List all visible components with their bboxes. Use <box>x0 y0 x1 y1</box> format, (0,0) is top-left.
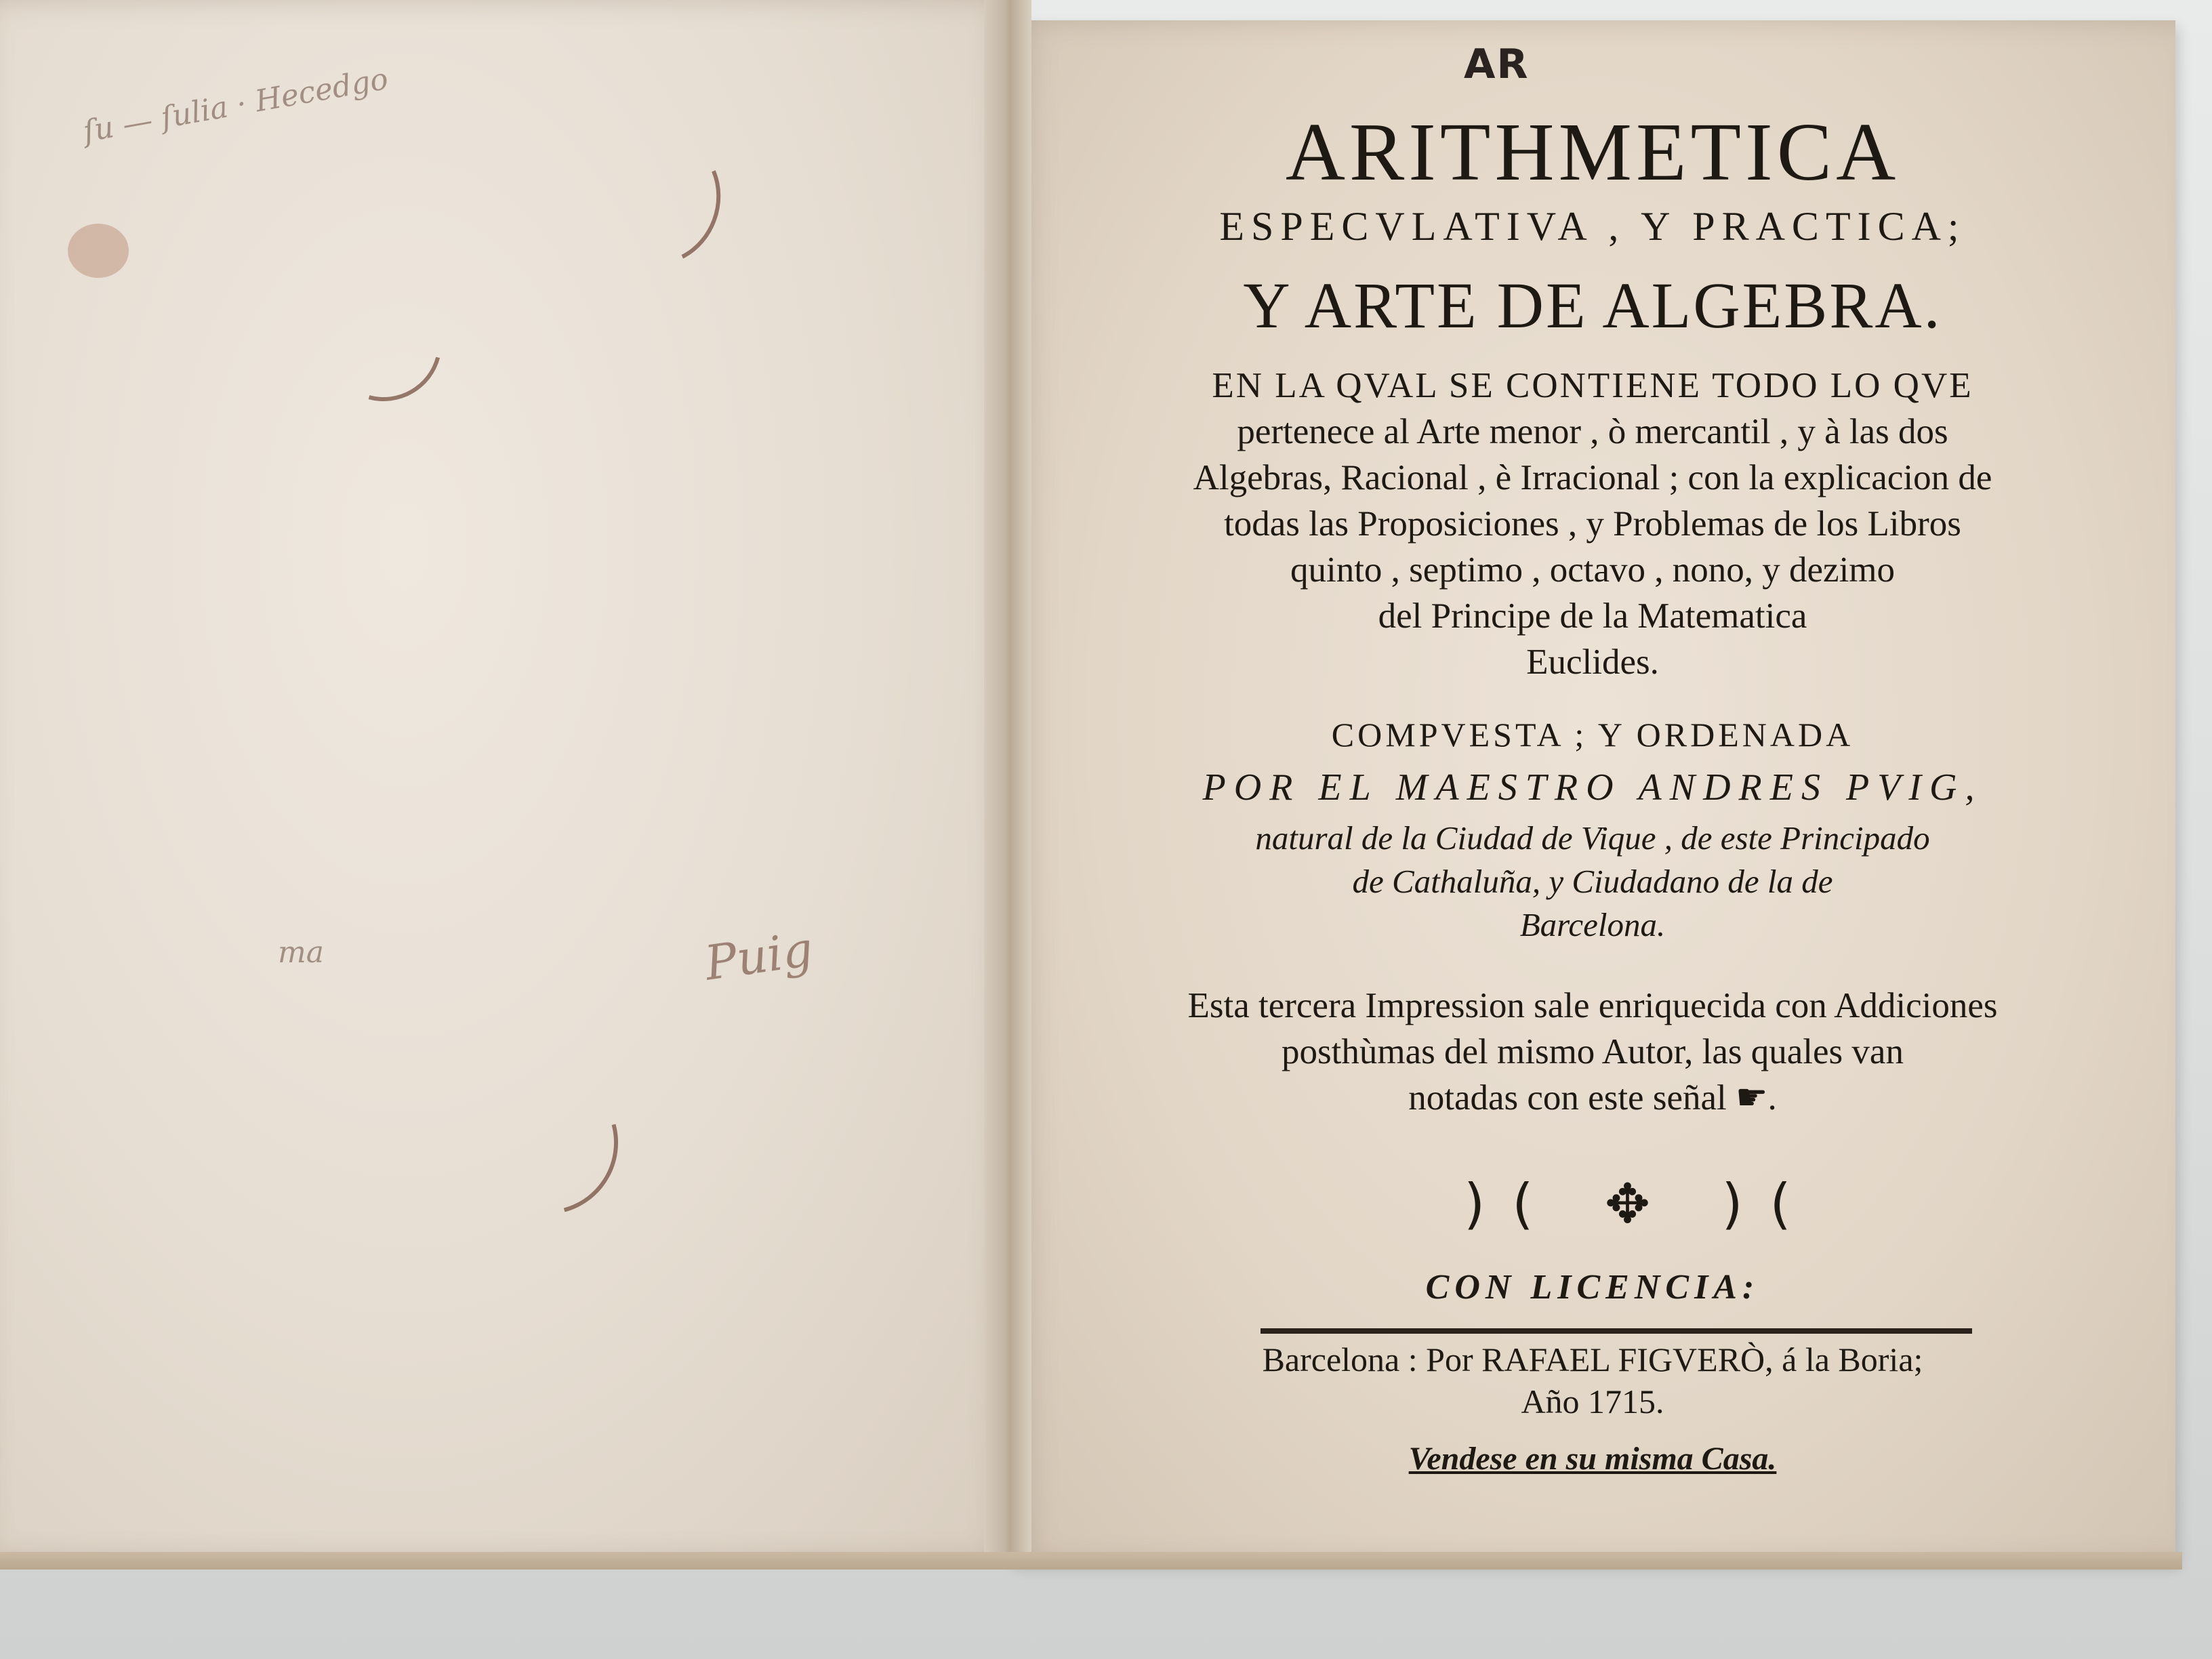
edition-line: Esta tercera Impression sale enriquecida con Addiciones <box>1187 986 1998 1025</box>
ink-flourish <box>448 1044 644 1241</box>
origin-line: Barcelona. <box>1519 906 1666 943</box>
edition-line: posthùmas del mismo Autor, las quales van <box>1282 1032 1904 1071</box>
ink-flourish <box>304 264 464 423</box>
origin-line: natural de la Ciudad de Vique , de este Principado <box>1255 819 1930 857</box>
body-line: Euclides. <box>1526 642 1659 682</box>
imprint-rule <box>1261 1328 1972 1334</box>
foxing-stain <box>68 224 129 278</box>
faded-inscription: ſu — ſulia · Hecedgo <box>81 61 391 150</box>
imprint-line: Barcelona : Por RAFAEL FIGVERÒ, á la Boria; <box>1262 1340 1923 1378</box>
subtitle: ESPECVLATIVA , Y PRACTICA; <box>1219 204 1966 249</box>
body-line: quinto , septimo , octavo , nono, y dezimo <box>1290 550 1896 590</box>
printers-ornament: )( ✥ )( <box>1464 1172 1818 1235</box>
sold-note: Vendese en su misma Casa. <box>1408 1441 1777 1477</box>
left-endpaper <box>0 0 1010 1559</box>
origin-line: de Cathaluña, y Ciudadano de la de <box>1352 863 1833 900</box>
body-line: pertenece al Arte menor , ò mercantil , y à las dos <box>1237 412 1948 451</box>
algebra-title: Y ARTE DE ALGEBRA. <box>1243 269 1942 342</box>
imprint <box>1125 1338 2060 1422</box>
body-line: todas las Proposiciones , y Problemas de los Libros <box>1224 504 1961 544</box>
body-line: EN LA QVAL SE CONTIENE TODO LO QVE <box>1212 366 1973 405</box>
page-edge <box>0 1552 2182 1570</box>
imprint-year: Año 1715. <box>1521 1382 1664 1420</box>
library-stamp: AR <box>1464 41 1530 88</box>
composed-line: COMPVESTA ; Y ORDENADA <box>1331 716 1854 754</box>
author-origin <box>1125 817 2060 947</box>
book-gutter <box>984 0 1031 1565</box>
main-title: ARITHMETICA <box>1285 106 1900 198</box>
handwritten-signature: Puig <box>701 921 817 991</box>
edition-note <box>1125 983 2060 1121</box>
handwritten-mark: ma <box>278 935 324 970</box>
body-line: del Principe de la Matematica <box>1378 596 1807 636</box>
edition-line: notadas con este señal ☛. <box>1408 1078 1777 1118</box>
contents-description <box>1125 363 2060 685</box>
author-line: POR EL MAESTRO ANDRES PVIG, <box>1202 766 1983 808</box>
ink-flourish <box>584 119 738 281</box>
body-line: Algebras, Racional , è Irracional ; con la explicacion de <box>1193 458 1992 497</box>
license-line: CON LICENCIA: <box>1425 1268 1760 1307</box>
